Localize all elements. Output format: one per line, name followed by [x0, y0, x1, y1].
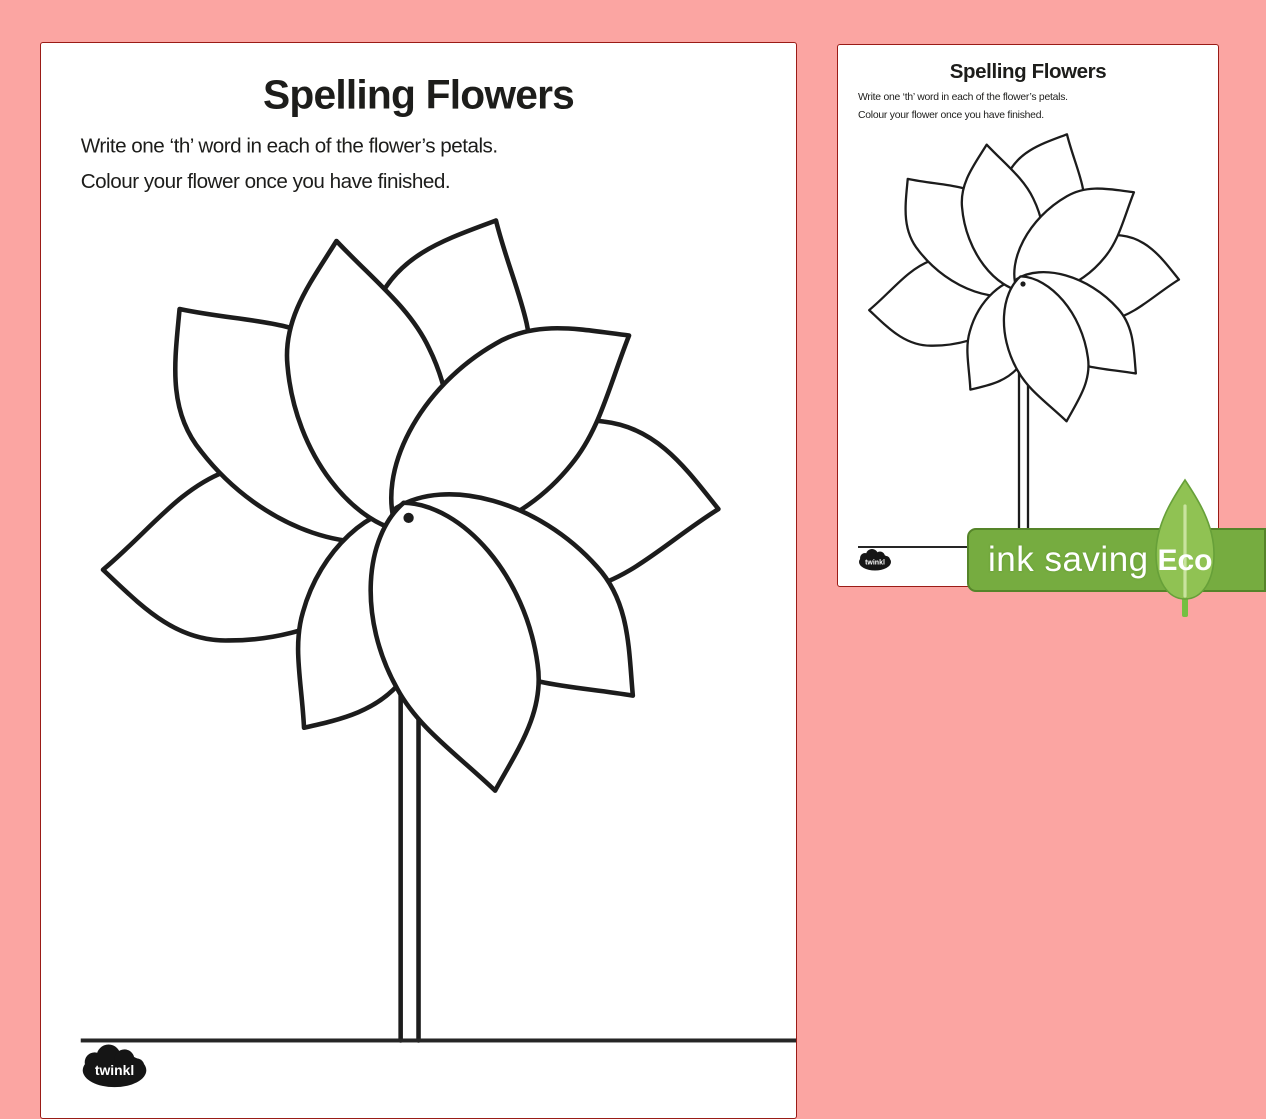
flower-center-dot [403, 513, 413, 523]
worksheet-instruction-1: Write one ‘th’ word in each of the flower’s petals. [858, 92, 1068, 103]
flower-center-dot [1020, 281, 1025, 286]
flower-outline-drawing [853, 115, 1193, 550]
twinkl-logo [79, 1042, 151, 1090]
ink-saving-label: ink saving [988, 540, 1149, 579]
worksheet-instruction-2: Colour your flower once you have finished. [858, 110, 1044, 121]
worksheet-instruction-1: Write one ‘th’ word in each of the flower’s petals. [80, 136, 498, 159]
worksheet-title: Spelling Flowers [263, 72, 575, 119]
worksheet-title: Spelling Flowers [949, 60, 1107, 83]
worksheet-instruction-2: Colour your flower once you have finished. [80, 172, 451, 195]
eco-leaf-icon [1147, 478, 1223, 620]
footer-divider [81, 1038, 796, 1042]
twinkl-logo [857, 548, 893, 572]
eco-label: Eco [1157, 544, 1213, 577]
twinkl-logo-text: twinkl [865, 559, 885, 567]
worksheet-sheet [41, 43, 796, 1116]
worksheet-page-zoomed [40, 42, 797, 1119]
twinkl-logo-text: twinkl [94, 1062, 135, 1079]
flower-outline-drawing [71, 182, 747, 1046]
